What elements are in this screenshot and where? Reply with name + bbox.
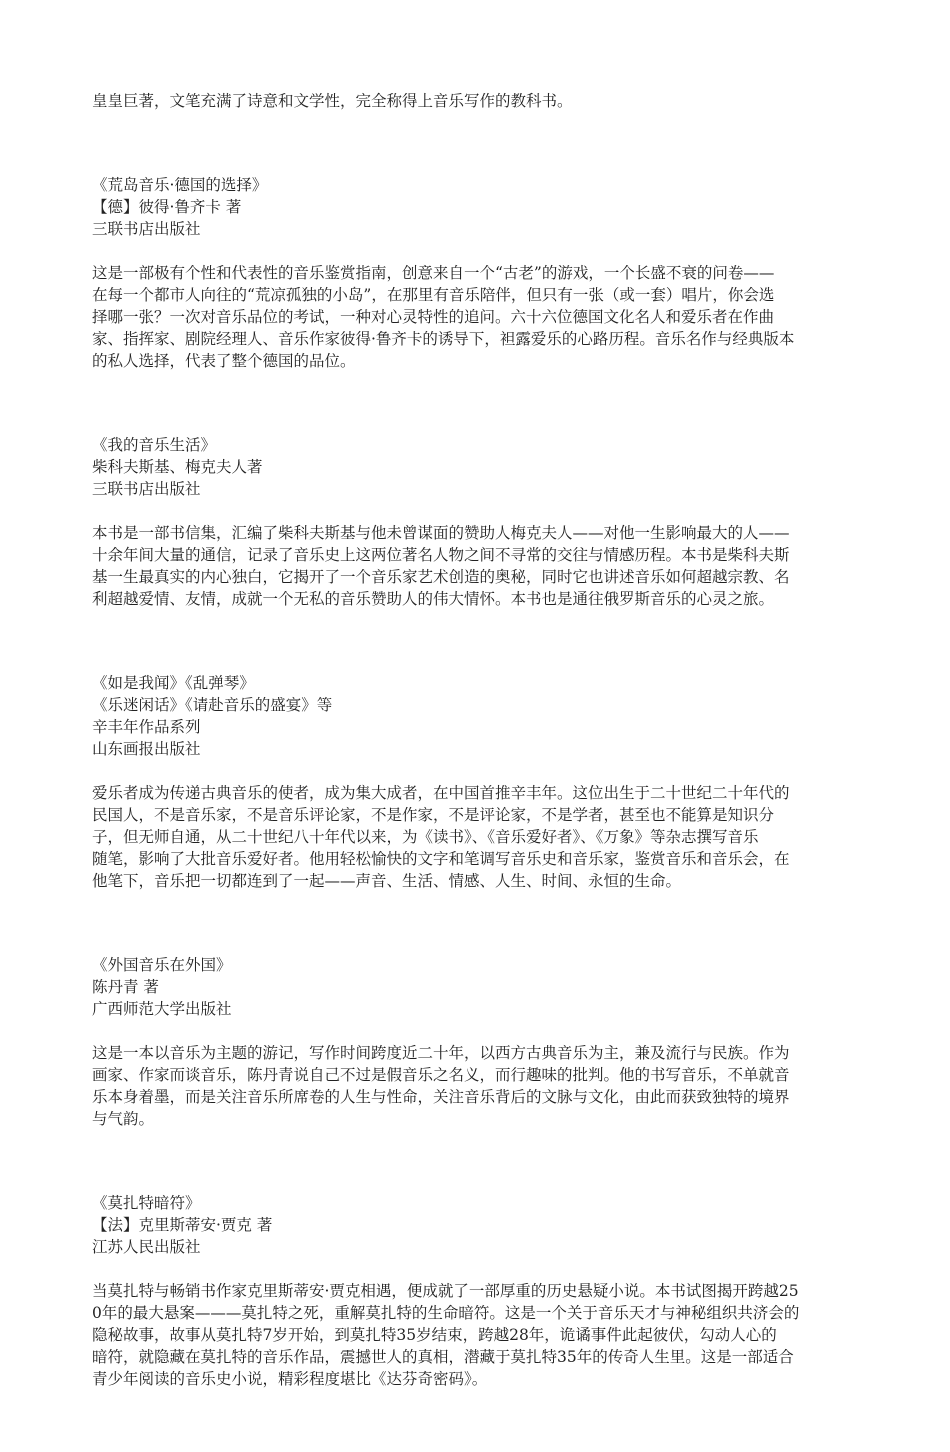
description-line: 家、指挥家、剧院经理人、音乐作家彼得·鲁齐卡的诱导下，袒露爱乐的心路历程。音乐名作与经典版本 <box>92 330 795 348</box>
book-meta <box>92 672 856 760</box>
book-author: 柴科夫斯基、梅克夫人著 <box>92 458 263 476</box>
book-entry-5 <box>92 1192 856 1390</box>
description-line: 利超越爱情、友情，成就一个无私的音乐赞助人的伟大情怀。本书也是通往俄罗斯音乐的心灵之旅。 <box>92 590 775 608</box>
description-line: 择哪一张？一次对音乐品位的考试，一种对心灵特性的追问。六十六位德国文化名人和爱乐者在作曲 <box>92 308 775 326</box>
book-series: 辛丰年作品系列 <box>92 718 201 736</box>
book-title: 《荒岛音乐·德国的选择》 <box>92 176 268 194</box>
book-meta <box>92 174 856 240</box>
description-line: 画家、作家而谈音乐，陈丹青说自己不过是假音乐之名义，而行趣味的批判。他的书写音乐，不单就音 <box>92 1066 790 1084</box>
book-entry-2 <box>92 434 856 610</box>
description-line: 暗符，就隐藏在莫扎特的音乐作品，震撼世人的真相，潜藏于莫扎特35年的传奇人生里。这是一部适合 <box>92 1348 794 1366</box>
description-line: 民国人，不是音乐家，不是音乐评论家，不是作家，不是评论家，不是学者，甚至也不能算是知识分 <box>92 806 775 824</box>
description-line: 0年的最大悬案———莫扎特之死，重解莫扎特的生命暗符。这是一个关于音乐天才与神秘组织共济会的 <box>92 1304 800 1322</box>
book-title: 《莫扎特暗符》 <box>92 1194 201 1212</box>
description-line: 随笔，影响了大批音乐爱好者。他用轻松愉快的文字和笔调写音乐史和音乐家，鉴赏音乐和音乐会，在 <box>92 850 790 868</box>
book-publisher: 江苏人民出版社 <box>92 1238 201 1256</box>
book-description <box>92 1042 856 1130</box>
description-line: 在每一个都市人向往的“荒凉孤独的小岛”，在那里有音乐陪伴，但只有一张（或一套）唱片，你会选 <box>92 286 775 304</box>
book-publisher: 山东画报出版社 <box>92 740 201 758</box>
description-line: 青少年阅读的音乐史小说，精彩程度堪比《达芬奇密码》。 <box>92 1370 488 1388</box>
description-line: 十余年间大量的通信，记录了音乐史上这两位著名人物之间不寻常的交往与情感历程。本书是柴科夫斯 <box>92 546 790 564</box>
description-line: 爱乐者成为传递古典音乐的使者，成为集大成者，在中国首推辛丰年。这位出生于二十世纪二十年代的 <box>92 784 790 802</box>
book-meta <box>92 954 856 1020</box>
description-line: 当莫扎特与畅销书作家克里斯蒂安·贾克相遇，便成就了一部厚重的历史悬疑小说。本书试图揭开跨越25 <box>92 1282 799 1300</box>
book-entry-1 <box>92 174 856 372</box>
book-title: 《外国音乐在外国》 <box>92 956 232 974</box>
book-publisher: 三联书店出版社 <box>92 480 201 498</box>
book-author: 【法】克里斯蒂安·贾克 著 <box>92 1216 273 1234</box>
book-title: 《我的音乐生活》 <box>92 436 217 454</box>
description-line: 子，但无师自通，从二十世纪八十年代以来，为《读书》、《音乐爱好者》、《万象》等杂志撰写音乐 <box>92 828 759 846</box>
book-description <box>92 262 856 372</box>
book-publisher: 三联书店出版社 <box>92 220 201 238</box>
book-author: 【德】彼得·鲁齐卡 著 <box>92 198 242 216</box>
book-meta <box>92 1192 856 1258</box>
book-meta <box>92 434 856 500</box>
book-description <box>92 1280 856 1390</box>
book-entry-4 <box>92 954 856 1130</box>
book-entry-3 <box>92 672 856 892</box>
description-line: 这是一部极有个性和代表性的音乐鉴赏指南，创意来自一个“古老”的游戏，一个长盛不衰的问卷—— <box>92 264 775 282</box>
book-publisher: 广西师范大学出版社 <box>92 1000 232 1018</box>
description-line: 隐秘故事，故事从莫扎特7岁开始，到莫扎特35岁结束，跨越28年，诡谲事件此起彼伏，勾动人心的 <box>92 1326 777 1344</box>
description-line: 这是一本以音乐为主题的游记，写作时间跨度近二十年，以西方古典音乐为主，兼及流行与民族。作为 <box>92 1044 790 1062</box>
description-line: 的私人选择，代表了整个德国的品位。 <box>92 352 356 370</box>
document-page <box>92 90 856 1452</box>
description-line: 基一生最真实的内心独白，它揭开了一个音乐家艺术创造的奥秘，同时它也讲述音乐如何超越宗教、名 <box>92 568 790 586</box>
book-title-2: 《乐迷闲话》《请赴音乐的盛宴》等 <box>92 696 333 714</box>
book-description <box>92 782 856 892</box>
book-description <box>92 522 856 610</box>
description-line: 乐本身着墨，而是关注音乐所席卷的人生与性命，关注音乐背后的文脉与文化，由此而获致独特的境界 <box>92 1088 790 1106</box>
book-title: 《如是我闻》《乱弹琴》 <box>92 674 255 692</box>
description-line: 他笔下，音乐把一切都连到了一起——声音、生活、情感、人生、时间、永恒的生命。 <box>92 872 682 890</box>
description-line: 与气韵。 <box>92 1110 155 1128</box>
description-line: 本书是一部书信集，汇编了柴科夫斯基与他未曾谋面的赞助人梅克夫人——对他一生影响最大的人—— <box>92 524 790 542</box>
intro-paragraph: 皇皇巨著，文笔充满了诗意和文学性，完全称得上音乐写作的教科书。 <box>92 92 573 110</box>
book-author: 陈丹青 著 <box>92 978 159 996</box>
